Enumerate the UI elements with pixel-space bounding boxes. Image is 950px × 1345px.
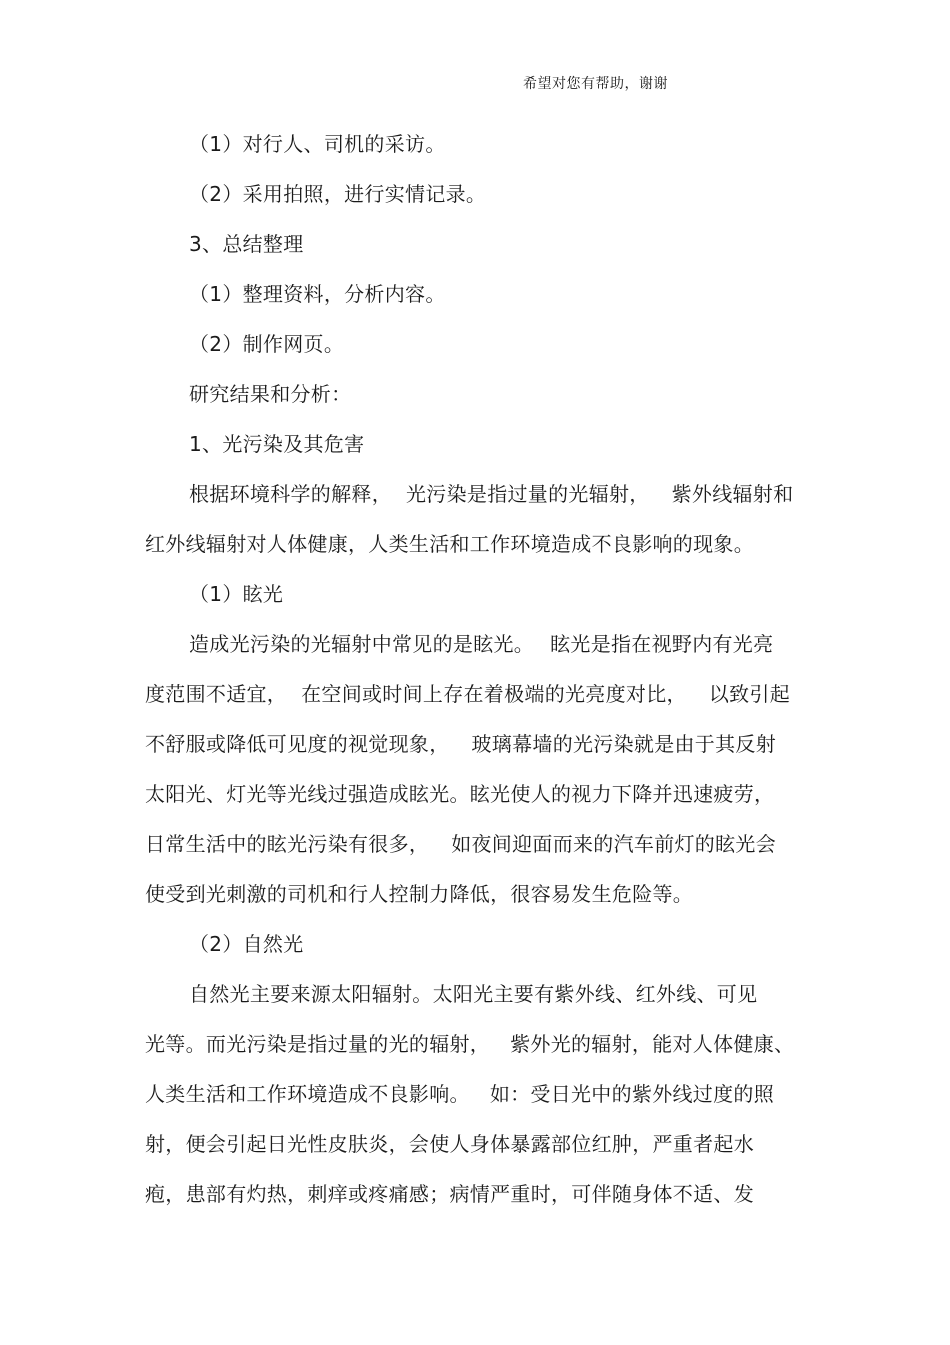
text-segment: 光污染是指过量的光辐射，	[406, 482, 650, 506]
text-segment: 如夜间迎面而来的汽车前灯的眩光会	[451, 832, 777, 856]
paragraph-line: 红外线辐射对人体健康，人类生活和工作环境造成不良影响的现象。	[145, 532, 754, 556]
paragraph-line	[145, 1029, 794, 1059]
paragraph-line: 自然光主要来源太阳辐射。太阳光主要有紫外线、红外线、可见	[189, 982, 758, 1006]
text-segment: 日常生活中的眩光污染有很多，	[145, 832, 430, 856]
text-segment: 造成光污染的光辐射中常见的是眩光。	[189, 632, 535, 656]
section-heading-results: 研究结果和分析：	[189, 382, 352, 406]
text-segment: 眩光是指在视野内有光亮	[550, 632, 774, 656]
text-segment: 紫外光的辐射，能对人体健康、	[510, 1032, 795, 1056]
text-segment: 以致引起	[708, 682, 791, 706]
text-line-summary-1: （1）整理资料，分析内容。	[189, 282, 446, 306]
subsection-heading-glare: （1）眩光	[189, 582, 284, 606]
paragraph-line	[145, 829, 776, 859]
paragraph-line: 使受到光刺激的司机和行人控制力降低，很容易发生危险等。	[145, 882, 694, 906]
text-segment: 玻璃幕墙的光污染就是由于其反射	[471, 732, 776, 756]
paragraph-line	[145, 679, 790, 709]
text-segment: 光等。而光污染是指过量的光的辐射，	[145, 1032, 491, 1056]
paragraph-line	[189, 479, 793, 509]
paragraph-line: 疱，患部有灼热，刺痒或疼痛感；病情严重时，可伴随身体不适、发	[145, 1182, 754, 1206]
paragraph-line: 太阳光、灯光等光线过强造成眩光。眩光使人的视力下降并迅速疲劳，	[145, 782, 775, 806]
text-line-method-2: （2）采用拍照，进行实情记录。	[189, 182, 487, 206]
paragraph-line	[145, 729, 776, 759]
text-line-summary-2: （2）制作网页。	[189, 332, 345, 356]
text-segment: 紫外线辐射和	[671, 482, 794, 506]
text-segment: 不舒服或降低可见度的视觉现象，	[145, 732, 450, 756]
text-line-method-1: （1）对行人、司机的采访。	[189, 132, 446, 156]
text-segment: 度范围不适宜，	[145, 682, 288, 706]
section-heading-summary: 3、总结整理	[189, 232, 304, 256]
text-segment: 如：受日光中的紫外线过度的照	[489, 1082, 775, 1106]
text-segment: 根据环境科学的解释，	[189, 482, 392, 506]
text-segment: 在空间或时间上存在着极端的光亮度对比，	[301, 682, 687, 706]
paragraph-line: 射，便会引起日光性皮肤炎，会使人身体暴露部位红肿，严重者起水	[145, 1132, 754, 1156]
paragraph-line	[145, 1079, 774, 1109]
header-note: 希望对您有帮助，谢谢	[523, 76, 668, 92]
subsection-heading-natural-light: （2）自然光	[189, 932, 304, 956]
text-segment: 人类生活和工作环境造成不良影响。	[145, 1082, 470, 1106]
paragraph-line	[189, 629, 773, 659]
section-heading-light-pollution: 1、光污染及其危害	[189, 432, 365, 456]
